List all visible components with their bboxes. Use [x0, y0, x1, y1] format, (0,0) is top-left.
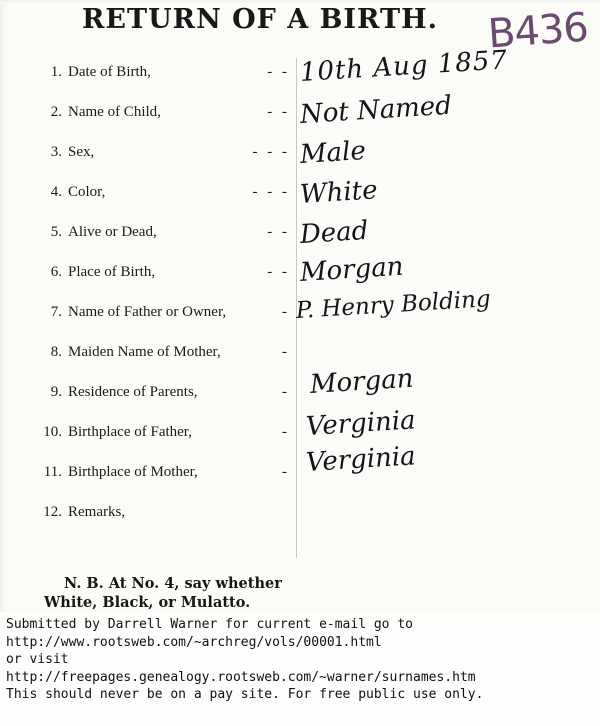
note-line-1: N. B. At No. 4, say whether	[64, 575, 282, 592]
form-note	[44, 574, 344, 612]
field-value-handwritten: Dead	[299, 215, 370, 250]
submission-footer	[0, 616, 600, 704]
field-label: Place of Birth,	[68, 264, 156, 280]
form-row	[0, 175, 600, 224]
form-row	[0, 45, 600, 104]
page-title: RETURN OF A BIRTH.	[81, 4, 439, 35]
field-leader: -	[282, 384, 290, 400]
field-leader: -	[282, 344, 290, 360]
field-value-handwritten: Verginia	[305, 405, 417, 442]
field-leader: - -	[267, 104, 290, 120]
field-label: Sex,	[68, 144, 95, 160]
field-value-handwritten: Morgan	[309, 363, 415, 400]
footer-line-3: or visit	[6, 652, 69, 667]
field-value-handwritten: Morgan	[299, 251, 405, 288]
field-label: Residence of Parents,	[68, 384, 198, 400]
form-row	[0, 441, 600, 504]
field-value-handwritten: Not Named	[299, 90, 453, 130]
field-leader: - -	[267, 264, 290, 280]
note-line-2: White, Black, or Mulatto.	[44, 594, 251, 611]
field-leader: -	[282, 464, 290, 480]
field-label: Name of Father or Owner,	[68, 304, 227, 320]
form-row	[0, 286, 600, 344]
field-label: Remarks,	[68, 504, 126, 520]
footer-line-1: Submitted by Darrell Warner for current e-mail go to	[6, 617, 413, 632]
field-number: 5.	[50, 224, 62, 240]
form-row	[0, 504, 600, 544]
field-number: 11.	[43, 464, 62, 480]
form-field-list	[0, 45, 600, 544]
field-leader: - - -	[252, 184, 290, 200]
field-value-handwritten: Verginia	[305, 441, 417, 478]
footer-url-1[interactable]: http://www.rootsweb.com/~archreg/vols/00001.html	[6, 634, 382, 650]
field-leader: - -	[267, 224, 290, 240]
footer-line-5: This should never be on a pay site. For free public use only.	[6, 687, 484, 702]
field-value-handwritten: White	[299, 175, 379, 210]
field-leader: - -	[267, 64, 290, 80]
field-value-handwritten: 10th Aug 1857	[299, 45, 509, 88]
field-number: 9.	[50, 384, 62, 400]
form-row	[0, 90, 600, 144]
reference-number: B436	[486, 4, 590, 58]
field-leader: -	[282, 424, 290, 440]
field-number: 4.	[50, 184, 62, 200]
field-number: 10.	[43, 424, 62, 440]
field-value-handwritten: Male	[299, 136, 367, 170]
field-label: Maiden Name of Mother,	[68, 344, 221, 360]
form-row	[0, 363, 600, 424]
field-label: Birthplace of Father,	[68, 424, 192, 440]
form-row	[0, 344, 600, 384]
field-leader: -	[282, 304, 290, 320]
field-number: 12.	[43, 504, 62, 520]
field-number: 8.	[50, 344, 62, 360]
field-number: 6.	[50, 264, 62, 280]
form-row	[0, 405, 600, 464]
form-row	[0, 136, 600, 184]
field-label: Name of Child,	[68, 104, 161, 120]
field-label: Color,	[68, 184, 106, 200]
field-number: 1.	[50, 64, 62, 80]
field-leader: - - -	[252, 144, 290, 160]
field-label: Birthplace of Mother,	[68, 464, 198, 480]
footer-url-2[interactable]: http://freepages.genealogy.rootsweb.com/~warner/surnames.htm	[6, 669, 476, 685]
field-number: 3.	[50, 144, 62, 160]
field-number: 2.	[50, 104, 62, 120]
field-value-handwritten: P. Henry Bolding	[295, 286, 492, 324]
field-number: 7.	[50, 304, 62, 320]
field-label: Date of Birth,	[68, 64, 151, 80]
field-label: Alive or Dead,	[68, 224, 157, 240]
